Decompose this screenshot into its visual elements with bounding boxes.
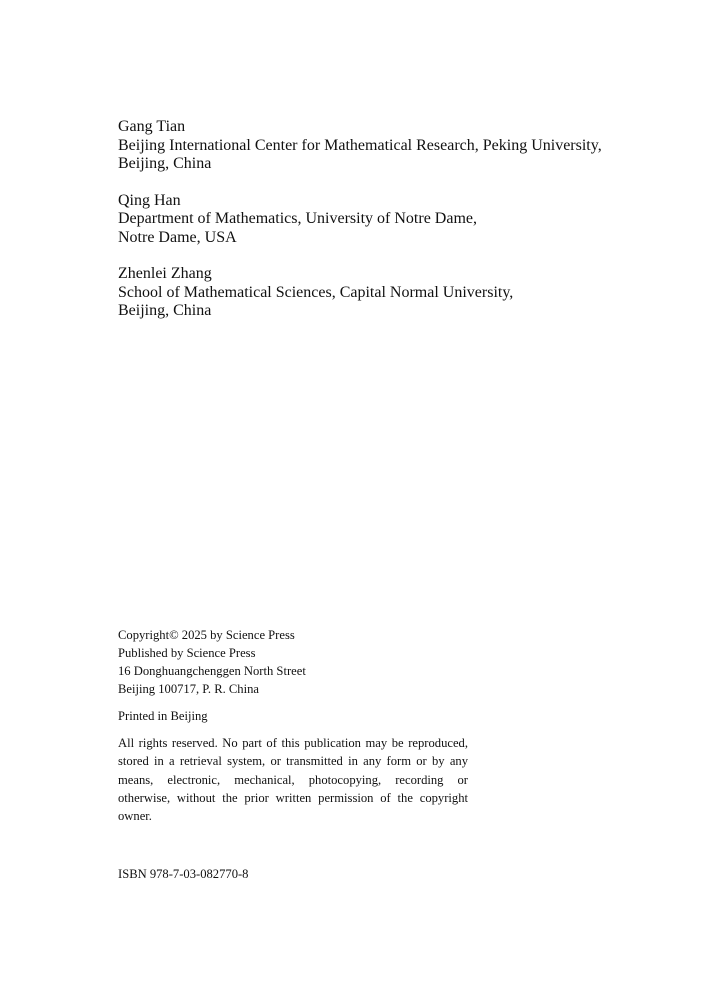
copyright-notice: Copyright© 2025 by Science Press bbox=[118, 628, 295, 642]
rights-statement: All rights reserved. No part of this publication may be reproduced, stored in a retrieval system, or transmitted in any form or by any means, electronic, mechanical, photocopying, recording or otherwise, without the prior written permission of the copyright owner. bbox=[118, 736, 468, 824]
author-affiliation-line: Notre Dame, USA bbox=[118, 228, 237, 246]
author-entry-gang-tian bbox=[118, 118, 658, 174]
author-entry-qing-han bbox=[118, 192, 658, 248]
author-entry-zhenlei-zhang bbox=[118, 265, 658, 321]
publisher-city: Beijing 100717, P. R. China bbox=[118, 682, 259, 696]
author-affiliation-line: Beijing, China bbox=[118, 155, 212, 172]
author-name: Gang Tian bbox=[118, 118, 186, 135]
printed-in: Printed in Beijing bbox=[118, 709, 208, 723]
author-name: Zhenlei Zhang bbox=[118, 265, 212, 282]
publisher-street: 16 Donghuangchenggen North Street bbox=[118, 664, 306, 678]
publisher-imprint bbox=[118, 626, 468, 825]
publisher-address bbox=[118, 626, 468, 698]
author-affiliation-line: School of Mathematical Sciences, Capital Normal University, bbox=[118, 283, 514, 301]
author-affiliation-line: Beijing International Center for Mathematical Research, Peking University, bbox=[118, 136, 602, 154]
author-list bbox=[118, 118, 658, 339]
author-name: Qing Han bbox=[118, 191, 181, 209]
author-affiliation-line: Beijing, China bbox=[118, 302, 212, 319]
published-by: Published by Science Press bbox=[118, 646, 256, 660]
author-affiliation-line: Department of Mathematics, University of Notre Dame, bbox=[118, 210, 477, 227]
isbn-number: ISBN 978-7-03-082770-8 bbox=[118, 867, 249, 881]
